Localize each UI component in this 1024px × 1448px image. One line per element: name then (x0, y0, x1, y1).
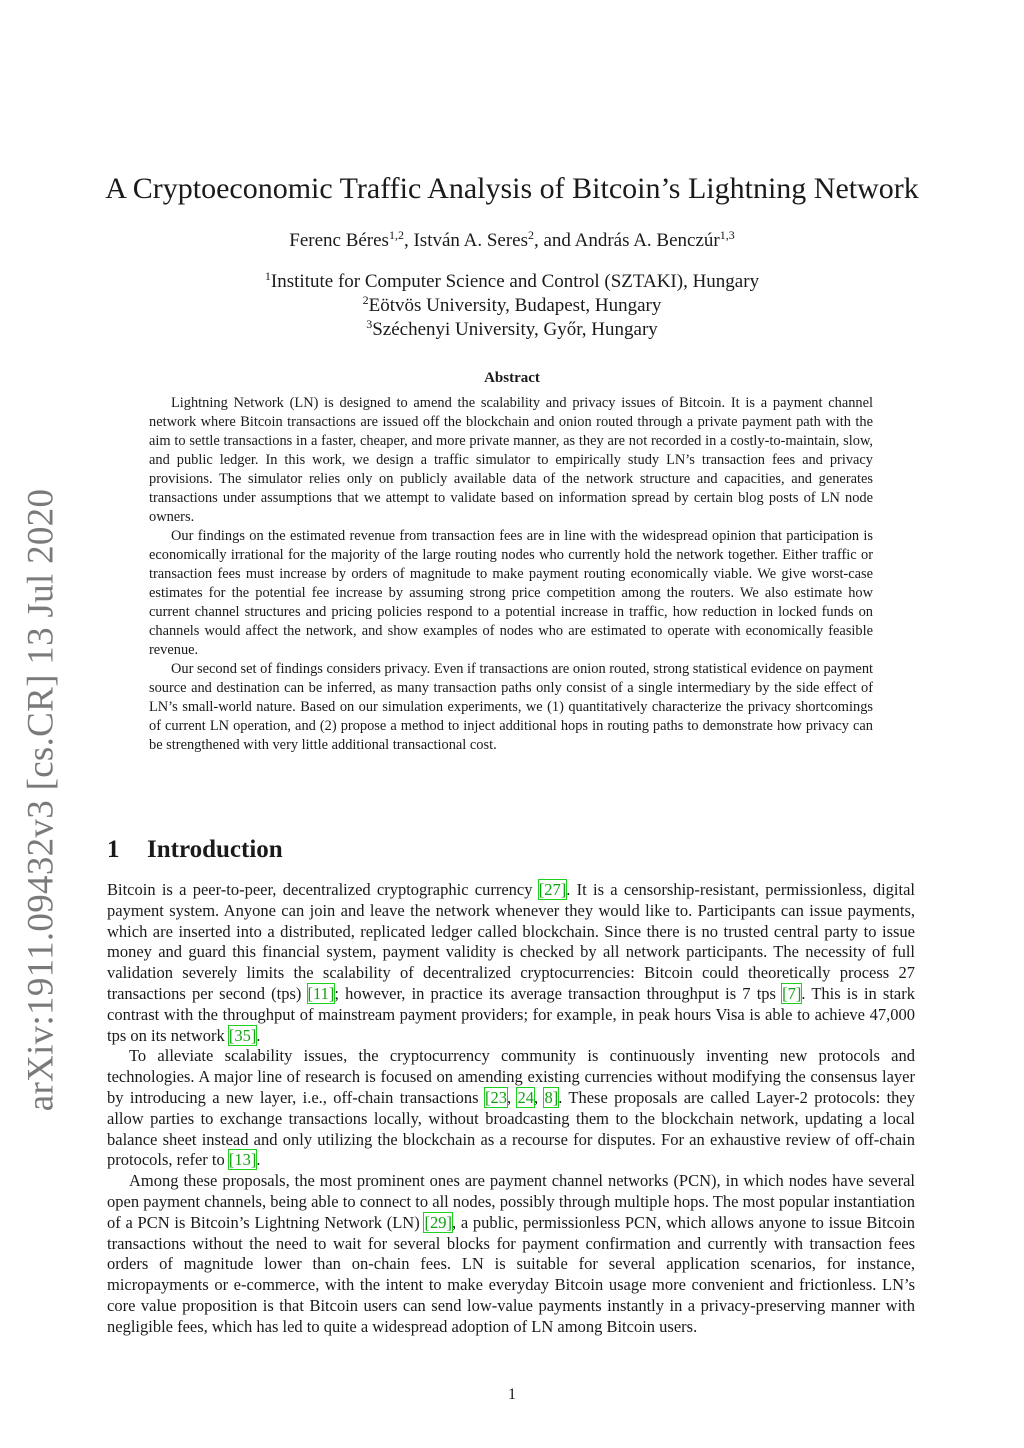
intro-paragraph (107, 1171, 915, 1337)
affiliation (0, 270, 1024, 294)
affiliation-mark: 3 (366, 317, 373, 331)
author-name: András A. Benczúr (574, 230, 720, 251)
citation-link[interactable]: [13] (228, 1150, 257, 1170)
intro-text: , (506, 1087, 518, 1107)
section-heading (107, 836, 283, 864)
author-name: István A. Seres (413, 230, 528, 251)
author-separator: , (403, 230, 414, 251)
intro-text: Among these proposals, the most prominent ones are payment channel networks (PCN), in which nodes have several open payment channels, being able to connect to all nodes, possibly through multiple hops. The most popular instantiation of a PCN is Bitcoin’s Lightning Network (LN) (107, 1171, 915, 1232)
page-number: 1 (508, 1386, 516, 1403)
paper-title: A Cryptoeconomic Traffic Analysis of Bitcoin’s Lightning Network (105, 172, 919, 205)
section-number: 1 (107, 836, 120, 863)
citation-link[interactable]: [27] (538, 880, 567, 899)
intro-text: ; however, in practice its average transaction throughput is 7 tps (334, 983, 783, 1003)
arxiv-identifier (8, 488, 74, 1112)
author-list (0, 230, 1024, 252)
citation-link[interactable]: [35] (228, 1025, 257, 1045)
intro-text: To alleviate scalability issues, the cryptocurrency community is continuously inventing new protocols and technologies. A major line of research is focused on amending existing currencies without modifying the consensus layer by introducing a new layer, i.e., off-chain transactions (107, 1046, 915, 1107)
abstract-paragraph: Our second set of findings considers privacy. Even if transactions are onion routed, strong statistical evidence on payment source and destination can be inferred, as many transaction paths only consist of a single intermediary by the side effect of LN’s small-world nature. Based on our simulation experiments, we (1) quantitatively characterize the privacy shortcomings of current LN operation, and (2) propose a method to inject additional hops in routing paths to demonstrate how privacy can be strengthened with very little additional transactional cost. (149, 661, 874, 753)
author-affiliation-mark: 1,3 (719, 228, 735, 242)
affiliation-mark: 1 (264, 269, 271, 283)
intro-text: . (256, 1150, 261, 1170)
affiliation-text: Eötvös University, Budapest, Hungary (368, 295, 662, 316)
affiliation-text: Széchenyi University, Győr, Hungary (372, 319, 658, 340)
affiliation-list (0, 270, 1024, 342)
citation-link[interactable]: [23 (484, 1087, 507, 1107)
author-affiliation-mark: 2 (527, 228, 534, 242)
author-name: Ferenc Béres (289, 230, 389, 251)
abstract-paragraph: Lightning Network (LN) is designed to amend the scalability and privacy issues of Bitcoin. It is a payment channel network where Bitcoin transactions are issued off the blockchain and onion routed through a private payment path with the aim to settle transactions in a faster, cheaper, and more private manner, as they are not recorded in a costly-to-maintain, slow, and public ledger. In this work, we design a traffic simulator to empirically study LN’s transaction fees and privacy provisions. The simulator relies only on publicly available data of the network structure and capacities, and generates transactions under assumptions that we attempt to validate based on information spread by certain blog posts of LN node owners. (149, 395, 873, 525)
intro-text: Bitcoin is a peer-to-peer, decentralized cryptographic currency (107, 880, 539, 899)
abstract-body (149, 394, 873, 755)
citation-link[interactable]: [7] (782, 983, 802, 1003)
author-separator: , and (533, 230, 575, 251)
intro-text: . (256, 1025, 261, 1045)
arxiv-identifier-text: arXiv:1911.09432v3 [cs.CR] 13 Jul 2020 (20, 488, 62, 1112)
section-title: Introduction (147, 836, 283, 863)
abstract-paragraph: Our findings on the estimated revenue from transaction fees are in line with the widespread opinion that participation is economically irrational for the majority of the large routing nodes who currently hold the network together. Either traffic or transaction fees must increase by orders of magnitude to make payment routing economically viable. We give worst-case estimates for the potential fee increase by assuming strong price competition among the routers. We also estimate how current channel structures and pricing policies respond to a potential increase in traffic, how reduction in locked funds on channels would affect the network, and show examples of nodes who are estimated to operate with economically feasible revenue. (149, 528, 873, 658)
affiliation (0, 294, 1024, 318)
citation-link[interactable]: [11] (307, 983, 335, 1003)
citation-link[interactable]: 8] (544, 1087, 559, 1107)
intro-text: . This is in stark contrast with the throughput of mainstream payment providers; for example, in peak hours Visa is able to achieve 47,000 tps on its network (107, 983, 915, 1045)
intro-text: , (533, 1087, 545, 1107)
introduction-body (107, 880, 915, 1338)
citation-link[interactable]: [29] (424, 1212, 452, 1232)
abstract-heading: Abstract (484, 370, 540, 386)
intro-paragraph (107, 1046, 915, 1171)
citation-link[interactable]: 24 (517, 1087, 534, 1107)
intro-text: , a public, permissionless PCN, which allows anyone to issue Bitcoin transactions without the need to wait for several blocks for payment confirmation and currently with transaction fees orders of magnitude lower than on-chain fees. LN is suitable for several application scenarios, for instance, micropayments or e-commerce, with the intent to make everyday Bitcoin usage more convenient and frictionless. LN’s core value proposition is that Bitcoin users can send low-value payments instantly in a privacy-preserving manner with negligible fees, which has led to quite a widespread adoption of LN among Bitcoin users. (107, 1212, 915, 1336)
author-affiliation-mark: 1,2 (388, 228, 404, 242)
affiliation-text: Institute for Computer Science and Control (SZTAKI), Hungary (270, 271, 760, 292)
affiliation (0, 318, 1024, 342)
intro-text: . It is a censorship-resistant, permissionless, digital payment system. Anyone can join and leave the network whenever they would like to. Participants can issue payments, which are inserted into a distributed, replicated ledger called blockchain. Since there is no trusted central party to issue money and guard this financial system, payment validity is checked by all network participants. The necessity of full validation severely limits the scalability of decentralized cryptocurrencies: Bitcoin could theoretically process 27 transactions per second (tps) (107, 880, 915, 1003)
affiliation-mark: 2 (362, 293, 369, 307)
intro-paragraph (107, 880, 915, 1046)
intro-text: . These proposals are called Layer-2 protocols: they allow parties to exchange transactions locally, without broadcasting them to the blockchain network, updating a local balance sheet instead and only utilizing the blockchain as a recourse for disputes. For an exhaustive review of off-chain protocols, refer to (107, 1087, 915, 1170)
